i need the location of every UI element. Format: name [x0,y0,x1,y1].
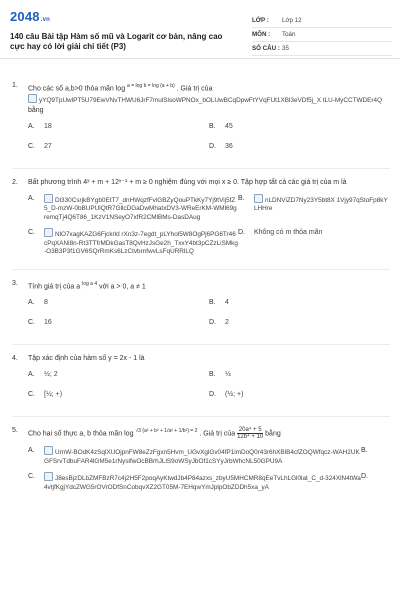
option-label: B. [361,447,368,455]
option-value [44,472,361,492]
option-label: A. [28,299,35,307]
meta-row-subject [252,28,392,42]
option-value [44,228,238,257]
question-text-main: Tập xác định của hàm số y = 2x - 1 [28,355,138,363]
broken-image-alt: NlO7xagKAZG6Fjckrld rXn3z-7egdt_pLYhol5W8OgPj6PG6Tr46cPqXANl8n-Rt3TTfrMDkGasT8QvHzJsGe2h_TxxY4bt3pCZzLiSMkg-O3B3P3f1GV6SQrRmKs6LzCtvbrnfwvLsFqURRlLQ [44,231,238,256]
question-tail: bằng [28,106,44,114]
question-number: 1. [12,82,18,89]
question-3 [12,270,390,345]
broken-image-alt: nLDNViZD7Ny23Y5bt8X 1Vjy97qStoFp8kYLHHre [253,196,388,212]
question-text [28,354,390,364]
question-number: 4. [12,355,18,363]
question-text-end: . Giá trị của [199,430,236,438]
option-label: B. [209,122,216,130]
option-value: Không có m thỏa mãn [253,229,323,237]
page-title: 140 câu Bài tập Hàm số mũ và Logarit cơ bản, nâng cao cực hay có lời giải chi tiết (P3) [10,32,223,51]
meta-label: MÔN : [252,31,271,38]
options [12,446,390,498]
option-value: 18 [44,122,52,130]
option-b[interactable] [238,194,390,223]
meta-row-count [252,42,392,56]
option-c[interactable] [28,228,238,257]
option-d[interactable] [238,228,390,257]
option-label: A. [28,194,35,202]
broken-image [28,94,390,106]
image-icon [254,194,263,203]
question-text: Bất phương trình 4ˣ + m + 12ˣ⁻¹ + m ≥ 0 nghiệm đúng với mọi x ≥ 0. Tập hợp tất cả các giá trị của m là [28,178,347,186]
option-label: A. [28,371,35,379]
option-a[interactable] [28,298,209,312]
question-head [12,178,390,188]
option-label: C. [28,229,35,237]
broken-image-alt: Dl330CsrjkBYgb0EtT7_dnHWqzfFvlGBZyQouPTkKy7Yj9tVij5fZ5_D-mzW-0bBUPUlQtR7GllcDGaDwMhatxDV3-WReErKM-WMl69gremqTj4Q6T86_1KzV1NSeyO7xfR2CMlBMs-DasDAug [44,196,237,221]
option-c[interactable] [28,390,209,404]
question-head [12,81,390,116]
option-value: 27 [44,142,52,150]
logo-main: 2048 [10,9,40,24]
question-tail: bằng [265,430,281,438]
meta-label: SỐ CÂU : [252,45,280,52]
meta-panel [252,14,392,56]
option-value [44,446,361,466]
option-value: 45 [225,122,233,130]
option-c[interactable] [28,142,209,156]
question-head [12,279,390,292]
fraction [237,427,263,440]
option-d[interactable] [209,318,390,332]
broken-image-alt: yYQ9TpUwlPT5U79EwVNvTHWU6JrF7mulSlsoWPNOx_bOLUwBCqDpwFtYVqFUt1XBl3eVDf5j_X tLU-MyCCTWDEr4Q [39,97,383,105]
option-label: C. [28,391,35,399]
option-b[interactable] [209,298,390,312]
option-a[interactable] [28,122,209,136]
question-text [28,426,390,440]
site-logo[interactable] [10,9,50,24]
option-c[interactable] [28,318,209,332]
question-text-main: Cho các số a,b>0 thỏa mãn log [28,85,126,93]
options [12,122,390,162]
option-a[interactable] [28,446,361,466]
image-icon [44,194,53,203]
fraction-denominator: 12b⁴ + 10 [237,434,264,441]
option-value: 8 [44,299,48,307]
image-icon [44,472,53,481]
question-math: √3 (a² + b² + 1/a² + 1/b²) = 2 [135,428,198,435]
question-math: a = log b = log (a + b) [127,83,175,89]
option-value: (½; +) [225,391,244,399]
image-icon [28,94,37,103]
question-number: 2. [12,178,18,186]
option-label: D. [361,473,369,481]
option-value [44,194,238,223]
option-label: D. [237,229,245,237]
option-value: 16 [44,319,52,327]
broken-image-alt: J8esBjzDLbZMFBzR7c4j2H5F2poqAyKtwdJb4P84azxs_zbyU5MHCMR8qEeTvLhLGl0lat_C_d-324XlN4tWa4vtjfKgjYdcZWG5rOVrODfSnCobqvXZ2GT05M-7EHqwYmJplpObZDDh5xa_yA [44,475,361,491]
option-b[interactable] [209,122,390,136]
question-number: 3. [12,279,18,287]
option-value: ½ [225,371,231,379]
option-label: D. [209,391,216,399]
logo-sub: .vn [40,17,51,23]
option-label: D. [209,142,216,150]
option-label: B. [209,371,216,379]
image-icon [44,228,53,237]
meta-row-class [252,14,392,28]
option-d[interactable] [209,142,390,156]
question-4 [12,345,390,417]
option-label: D. [209,319,216,327]
meta-value: 35 [282,45,289,52]
option-label: B. [237,194,245,202]
option-b[interactable] [209,370,390,384]
option-a[interactable] [28,370,209,384]
question-text [28,279,390,292]
option-value [254,194,390,212]
option-a[interactable] [28,194,238,223]
header [0,0,400,59]
options [12,370,390,410]
options [12,298,390,338]
question-list [0,59,400,504]
option-b[interactable] [361,446,390,466]
option-value: 4 [225,299,229,307]
option-label: A. [28,447,35,455]
question-text-end: . Giá trị của [176,85,213,93]
question-text-end: là [139,355,145,363]
option-d[interactable] [209,390,390,404]
question-math: log a 4 [82,280,98,287]
option-label: A. [28,122,35,130]
option-d[interactable] [361,472,390,492]
option-value: ½; 2 [44,371,58,379]
broken-image-alt: UrnW-BOdK4zSqlXUOjpnFW8eZzFgxn5Hvm_UGvXglGv04fP1imDoQ0r43r6hXBlB4cfZOQWfqcz-WAH2UKGFSrvTdbuFAR4lGM5e1rNyslfwOcBBrhJLlS9oWSyJbOf1cSYyJrbWhcNL50GPU9A [44,449,360,465]
question-text-main: Tính giá trị của a [28,283,81,291]
question-1 [12,59,390,169]
option-label: B. [209,299,216,307]
image-icon [44,446,53,455]
option-c[interactable] [28,472,361,492]
option-label: C. [28,142,35,150]
meta-value: Toán [282,31,296,38]
option-value: [½; +) [44,391,63,399]
question-head [12,426,390,440]
option-value: 2 [225,319,229,327]
meta-value: Lớp 12 [282,17,302,24]
meta-label: LỚP : [252,17,269,24]
option-label: C. [28,473,35,481]
question-text-main: Cho hai số thực a, b thỏa mãn log [28,430,134,438]
question-5 [12,417,390,504]
question-number: 5. [12,427,18,435]
question-text-end: với a > 0, a ≠ 1 [99,283,146,291]
option-value: 36 [225,142,233,150]
option-label: C. [28,319,35,327]
fraction-numerator: 20a⁴ + 5 [238,427,262,434]
options [12,194,390,263]
question-2 [12,169,390,270]
question-head [12,354,390,364]
question-text [28,81,390,116]
